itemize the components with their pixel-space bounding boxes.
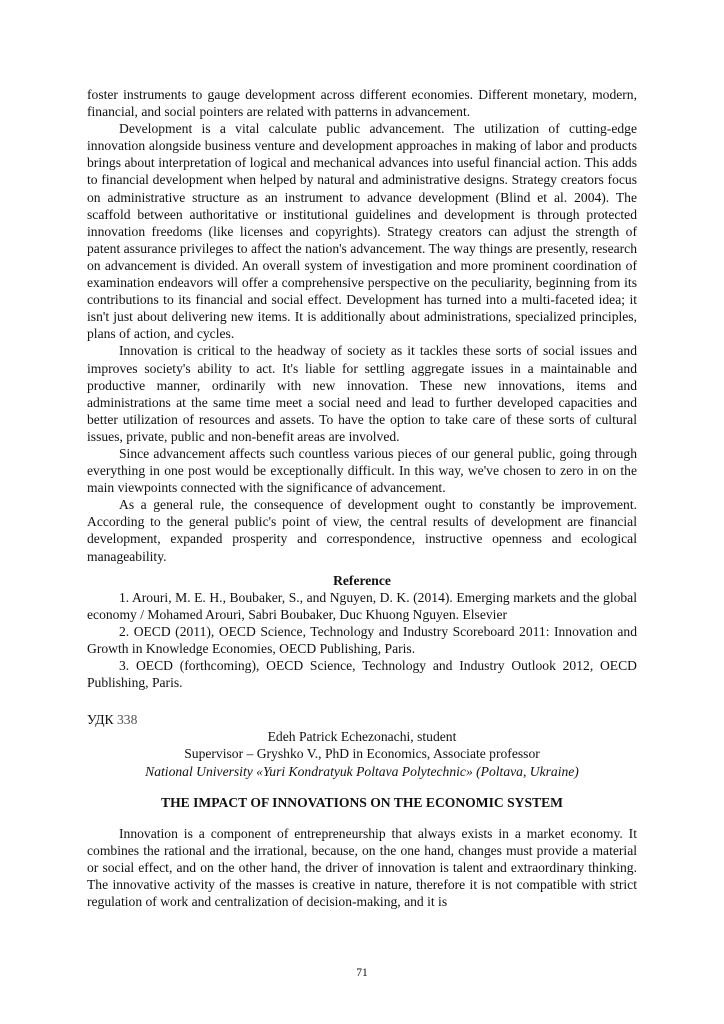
article-title: THE IMPACT OF INNOVATIONS ON THE ECONOMIC SYSTEM: [161, 794, 563, 810]
udk-line: [87, 711, 637, 728]
body-paragraph-4: Since advancement affects such countless various pieces of our general public, going through everything in one post would be exceptionally difficult. In this way, we've chosen to zero in on the main viewpoints connected with the significance of advancement.: [87, 445, 637, 496]
body-paragraph-2: Development is a vital calculate public advancement. The utilization of cutting-edge innovation alongside business venture and development approaches in making of labor and products brings about interpretation of logical and mechanical advances into useful financial action. This adds to financial development when helped by natural and administrative designs. Strategy creators focus on administrative structure as an instrument to advance development (Blind et al. 2004). The scaffold between authoritative or institutional guidelines and development is through protected innovation freedoms (like licenses and copyrights). Strategy creators can adjust the strength of patent assurance privileges to affect the nation's advancement. The way things are presently, research on advancement is divided. An overall system of investigation and more prominent coordination of examination endeavors will offer a comprehensive perspective on the peculiarity, beginning from its contributions to its financial and social effect. Development has turned into a multi-faceted idea; it isn't just about delivering new items. It is additionally about administrations, specialized principles, plans of action, and cycles.: [87, 121, 637, 342]
body-paragraph-1: foster instruments to gauge development across different economies. Different monetary, modern, financial, and social pointers are related with patterns in advancement.: [87, 87, 637, 120]
affiliation-line: National University «Yuri Kondratyuk Poltava Polytechnic» (Poltava, Ukraine): [145, 763, 579, 779]
udk-label: УДК: [87, 712, 114, 728]
section-spacer: [87, 691, 637, 711]
document-page: [87, 86, 637, 910]
reference-item-2: 2. OECD (2011), OECD Science, Technology and Industry Scoreboard 2011: Innovation and Growth in Knowledge Economies, OECD Publishing, Paris.: [87, 623, 637, 656]
article-intro-paragraph: Innovation is a component of entrepreneurship that always exists in a market economy. It combines the rational and the irrational, because, on the one hand, changes must provide a material or social effect, and on the other hand, the driver of innovation is talent and extraordinary thinking. The innovative activity of the masses is creative in nature, therefore it is not compatible with strict regulation of work and centralization of decision-making, and it is: [87, 825, 637, 910]
page-number: 71: [356, 967, 368, 979]
body-paragraph-3: Innovation is critical to the headway of society as it tackles these sorts of social issues and improves society's ability to act. It's liable for settling aggregate issues in a maintainable and productive manner, ordinarily with new innovation. These new innovations, items and administrations at the same time meet a social need and lead to further developed capacities and better utilization of resources and assets. To have the option to take care of these sorts of cultural issues, private, public and non-benefit areas are involved.: [87, 343, 637, 444]
author-line: Edeh Patrick Echezonachi, student: [267, 729, 457, 745]
reference-item-3: 3. OECD (forthcoming), OECD Science, Technology and Industry Outlook 2012, OECD Publishing, Paris.: [87, 658, 637, 691]
reference-item-1: 1. Arouri, M. E. H., Boubaker, S., and Nguyen, D. K. (2014). Emerging markets and the global economy / Mohamed Arouri, Sabri Boubaker, Duc Khuong Nguyen. Elsevier: [87, 589, 637, 622]
supervisor-line: Supervisor – Gryshko V., PhD in Economics, Associate professor: [184, 746, 540, 762]
references-heading: Reference: [333, 572, 391, 588]
udk-code: 338: [117, 712, 138, 728]
body-paragraph-5: As a general rule, the consequence of development ought to constantly be improvement. According to the general public's point of view, the central results of development are financial development, expanded prosperity and correspondence, instructive openness and ecological manageability.: [87, 497, 637, 564]
